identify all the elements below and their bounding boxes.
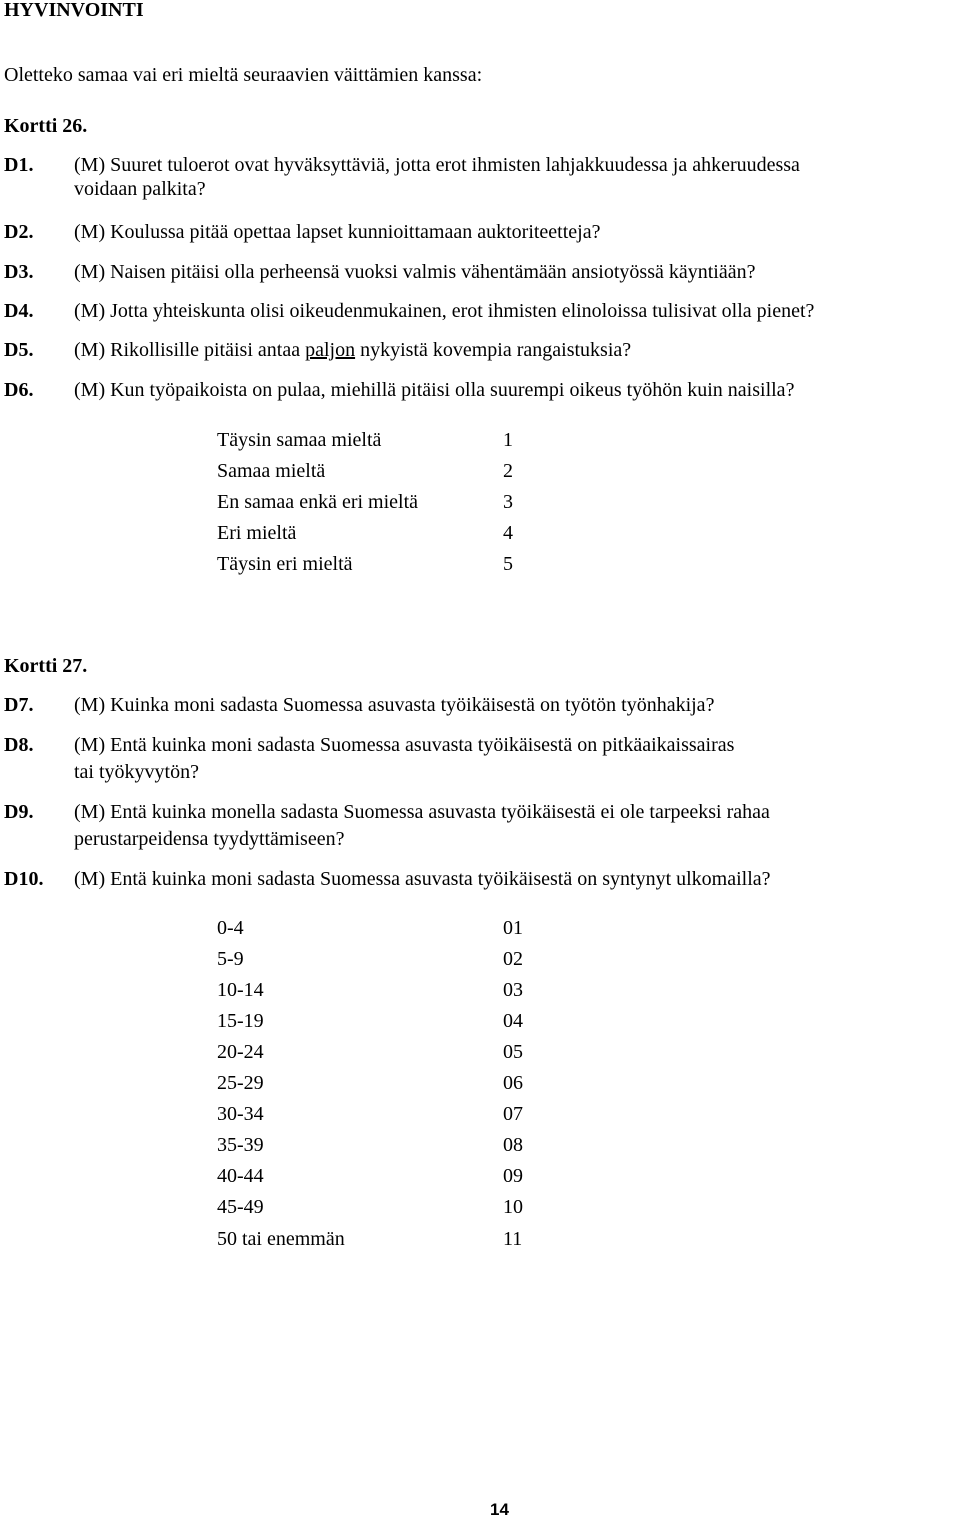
scale2-label: 20-24 — [217, 1041, 264, 1063]
question-d8-text-cont: tai työkyvytön? — [74, 761, 199, 783]
scale1-code: 2 — [503, 460, 513, 482]
scale1-code: 4 — [503, 522, 513, 544]
question-d2-text: (M) Koulussa pitää opettaa lapset kunnioittamaan auktoriteetteja? — [74, 221, 601, 243]
card-27-heading: Kortti 27. — [4, 655, 88, 677]
scale2-code: 05 — [503, 1041, 523, 1063]
question-id-d2: D2. — [4, 221, 34, 243]
scale2-label: 15-19 — [217, 1010, 264, 1032]
question-d1-text-cont: voidaan palkita? — [74, 178, 206, 200]
scale2-label: 30-34 — [217, 1103, 264, 1125]
scale2-code: 04 — [503, 1010, 523, 1032]
scale2-label: 25-29 — [217, 1072, 264, 1094]
scale2-code: 10 — [503, 1196, 523, 1218]
scale2-code: 06 — [503, 1072, 523, 1094]
question-d8-text: (M) Entä kuinka moni sadasta Suomessa asuvasta työikäisestä on pitkäaikaissairas — [74, 734, 735, 756]
question-d5-pre: (M) Rikollisille pitäisi antaa — [74, 339, 306, 361]
scale2-code: 02 — [503, 948, 523, 970]
question-d6-text: (M) Kun työpaikoista on pulaa, miehillä pitäisi olla suurempi oikeus työhön kuin naisilla? — [74, 379, 795, 401]
scale1-label: Täysin samaa mieltä — [217, 429, 382, 451]
scale2-label: 5-9 — [217, 948, 244, 970]
scale2-label: 45-49 — [217, 1196, 264, 1218]
scale2-code: 03 — [503, 979, 523, 1001]
scale2-label: 0-4 — [217, 917, 244, 939]
question-id-d1: D1. — [4, 154, 34, 176]
page-title: HYVINVOINTI — [4, 0, 144, 21]
question-d9-text-cont: perustarpeidensa tyydyttämiseen? — [74, 828, 345, 850]
question-d5-post: nykyistä kovempia rangaistuksia? — [355, 339, 632, 361]
scale1-code: 1 — [503, 429, 513, 451]
scale2-label: 50 tai enemmän — [217, 1228, 345, 1250]
scale2-label: 10-14 — [217, 979, 264, 1001]
intro-text: Oletteko samaa vai eri mieltä seuraavien väittämien kanssa: — [4, 64, 483, 86]
scale2-code: 07 — [503, 1103, 523, 1125]
scale1-code: 5 — [503, 553, 513, 575]
scale2-code: 01 — [503, 917, 523, 939]
question-id-d10: D10. — [4, 868, 44, 890]
question-d1-text: (M) Suuret tuloerot ovat hyväksyttäviä, jotta erot ihmisten lahjakkuudessa ja ahkeruudessa — [74, 154, 800, 176]
scale2-label: 35-39 — [217, 1134, 264, 1156]
page-number: 14 — [490, 1500, 509, 1519]
scale1-label: En samaa enkä eri mieltä — [217, 491, 419, 513]
question-d4-text: (M) Jotta yhteiskunta olisi oikeudenmukainen, erot ihmisten elinoloissa tulisivat olla pienet? — [74, 300, 815, 322]
card-26-heading: Kortti 26. — [4, 115, 88, 137]
scale2-code: 09 — [503, 1165, 523, 1187]
question-d9-text: (M) Entä kuinka monella sadasta Suomessa asuvasta työikäisestä ei ole tarpeeksi rahaa — [74, 801, 770, 823]
question-id-d4: D4. — [4, 300, 34, 322]
question-id-d8: D8. — [4, 734, 34, 756]
scale2-code: 08 — [503, 1134, 523, 1156]
question-d10-text: (M) Entä kuinka moni sadasta Suomessa asuvasta työikäisestä on syntynyt ulkomailla? — [74, 868, 771, 890]
question-d3-text: (M) Naisen pitäisi olla perheensä vuoksi valmis vähentämään ansiotyössä käyntiään? — [74, 261, 756, 283]
scale2-label: 40-44 — [217, 1165, 264, 1187]
scale1-code: 3 — [503, 491, 513, 513]
question-id-d7: D7. — [4, 694, 34, 716]
scale1-label: Samaa mieltä — [217, 460, 326, 482]
question-d5-emphasis: paljon — [305, 339, 356, 361]
question-d5-text — [74, 338, 631, 362]
scale1-label: Eri mieltä — [217, 522, 297, 544]
question-id-d5: D5. — [4, 339, 34, 361]
question-id-d9: D9. — [4, 801, 34, 823]
question-id-d3: D3. — [4, 261, 34, 283]
scale2-code: 11 — [503, 1228, 523, 1250]
scale1-label: Täysin eri mieltä — [217, 553, 353, 575]
question-d7-text: (M) Kuinka moni sadasta Suomessa asuvasta työikäisestä on työtön työnhakija? — [74, 694, 715, 716]
question-id-d6: D6. — [4, 379, 34, 401]
